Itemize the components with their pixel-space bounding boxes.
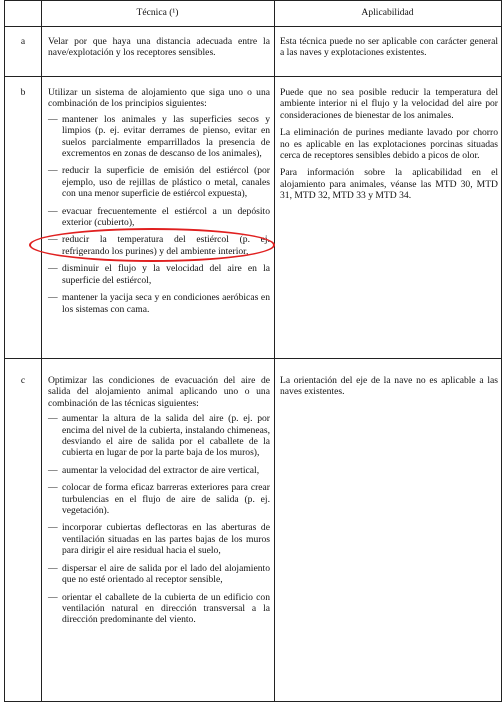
row-c-aplicabilidad-text: La orientación del eje de la nave no es aplicable a las naves existentes.: [280, 375, 498, 398]
row-divider-b-c: [4, 358, 502, 359]
row-a-tecnica: [48, 36, 270, 65]
row-c-aplicabilidad: [280, 375, 498, 404]
row-c-tecnica-lead: Optimizar las condiciones de evacuación del aire de salida del alojamiento animal aplicando uno o una combinación de las técnicas siguientes:: [48, 375, 270, 409]
row-letter-b: b: [20, 87, 26, 98]
row-a-aplicabilidad: [280, 36, 498, 65]
list-item: — incorporar cubiertas deflectoras en las aberturas de ventilación situadas en las partes bajas de los muros para dirigir el aire residual hacia el suelo,: [48, 522, 270, 557]
row-b-aplicabilidad-text-3: Para información sobre la aplicabilidad en el alojamiento para animales, véanse las MTD 30, MTD 31, MTD 32, MTD 33 y MTD 34.: [280, 167, 498, 202]
row-b-aplicabilidad-text-1: Puede que no sea posible reducir la temperatura del ambiente interior ni el flujo y la velocidad del aire por consideraciones de bienestar de los animales.: [280, 87, 498, 121]
row-letter-c: c: [20, 375, 26, 386]
list-item: — disminuir el flujo y la velocidad del aire en la superficie del estiércol,: [48, 263, 270, 286]
row-letter-a: a: [20, 36, 26, 47]
row-divider-a-b: [4, 76, 502, 77]
dash-bullet: —: [48, 413, 58, 425]
list-item: — mantener la yacija seca y en condiciones aeróbicas en los sistemas con cama.: [48, 292, 270, 315]
dash-bullet: —: [48, 205, 58, 217]
dash-bullet: —: [48, 482, 58, 494]
table-border-right: [501, 1, 502, 701]
dash-bullet: —: [48, 591, 58, 603]
row-b-tecnica-list: [48, 114, 270, 315]
list-item: — reducir la superficie de emisión del estiércol (por ejemplo, uso de rejillas de plástico o metal, canales con una menor superficie de estiércol expuesta),: [48, 165, 270, 200]
dash-bullet: —: [48, 562, 58, 574]
table-border-left: [4, 1, 5, 701]
list-item: — evacuar frecuentemente el estiércol a un depósito exterior (cubierto),: [48, 205, 270, 229]
header-tecnica: Técnica (¹): [136, 7, 179, 18]
dash-bullet: —: [48, 263, 58, 275]
row-b-aplicabilidad-text-2: La eliminación de purines mediante lavado por chorro no es aplicable en las explotaciones porcinas situadas cerca de receptores sensibles debido a picos de olor.: [280, 127, 498, 162]
row-a-aplicabilidad-text: Esta técnica puede no ser aplicable con carácter general a las naves y explotaciones existentes.: [280, 36, 498, 59]
column-divider-applicability: [274, 1, 275, 701]
row-b-tecnica: [48, 87, 270, 321]
dash-bullet: —: [48, 113, 58, 125]
dash-bullet: —: [48, 522, 58, 534]
dash-bullet: —: [48, 464, 58, 476]
list-item: — reducir la temperatura del estiércol (p. ej. refrigerando los purines) y del ambiente interior,: [48, 234, 270, 257]
dash-bullet: —: [48, 234, 58, 246]
list-item: — orientar el caballete de la cubierta de un edificio con ventilación natural en dirección transversal a la dirección predominante del viento.: [48, 591, 270, 626]
row-c-tecnica: [48, 375, 270, 632]
list-item: — aumentar la altura de la salida del aire (p. ej. por encima del nivel de la cubierta, instalando chimeneas, desviando el aire de salida por el caballete de la cubierta en lugar de por la parte baja de los muros),: [48, 413, 270, 459]
techniques-table: [4, 0, 502, 702]
header-aplicabilidad: Aplicabilidad: [361, 7, 414, 18]
row-b-aplicabilidad: [280, 87, 498, 208]
header-divider: [4, 26, 502, 27]
list-item: — mantener los animales y las superficies secos y limpios (p. ej. evitar derrames de pienso, evitar en suelos parcialmente emparrillados la presencia de excrementos en zonas de descanso de los animales),: [48, 113, 270, 160]
row-b-tecnica-lead: Utilizar un sistema de alojamiento que siga uno o una combinación de los principios siguientes:: [48, 87, 270, 110]
list-item: — aumentar la velocidad del extractor de aire vertical,: [48, 464, 260, 476]
row-a-tecnica-text: Velar por que haya una distancia adecuada entre la nave/explotación y los receptores sensibles.: [48, 36, 270, 59]
row-c-tecnica-list: [48, 413, 270, 626]
list-item: — colocar de forma eficaz barreras exteriores para crear turbulencias en el flujo de aire de salida (p. ej. vegetación).: [48, 482, 270, 517]
dash-bullet: —: [48, 165, 58, 177]
column-divider-letter: [41, 1, 42, 701]
list-item: — dispersar el aire de salida por el lado del alojamiento que no esté orientado al receptor sensible,: [48, 562, 270, 586]
dash-bullet: —: [48, 292, 58, 304]
